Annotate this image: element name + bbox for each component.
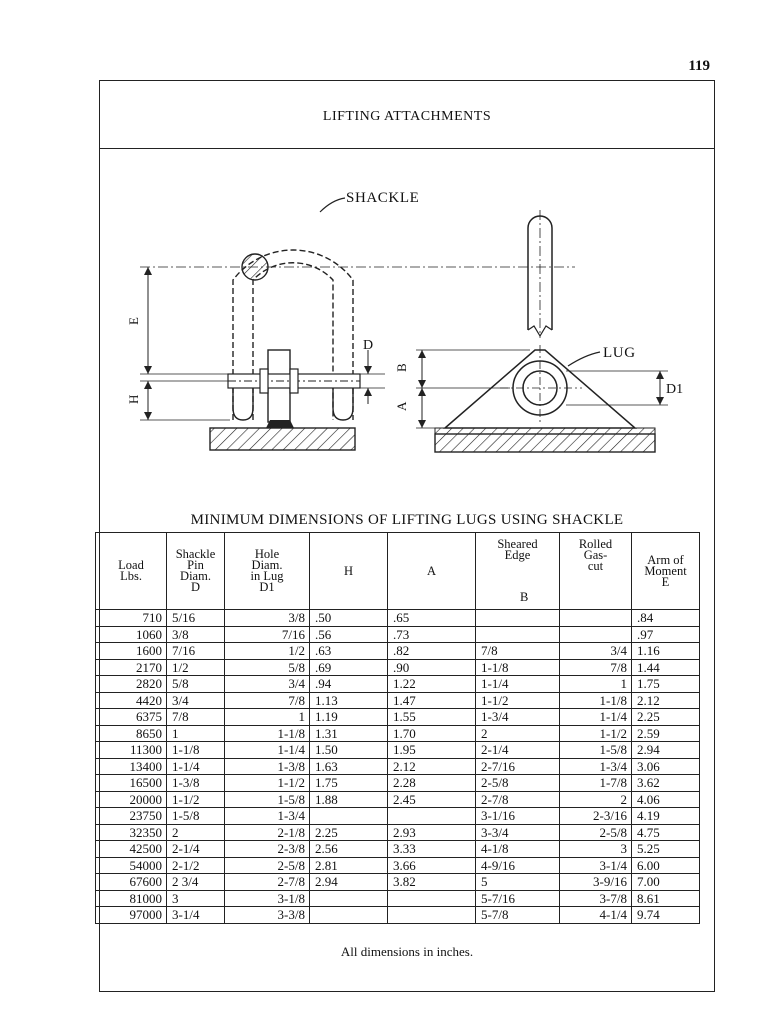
- cell-a: 3.82: [388, 874, 476, 891]
- cell-a: 2.93: [388, 824, 476, 841]
- cell-load: 97000: [96, 907, 167, 924]
- cell-hole-diameter: 2-5/8: [225, 857, 310, 874]
- cell-a: .65: [388, 610, 476, 627]
- cell-pin-diameter: 2: [167, 824, 225, 841]
- cell-rolled-gas-cut: 1-3/4: [560, 758, 632, 775]
- cell-pin-diameter: 5/8: [167, 676, 225, 693]
- cell-h: 2.25: [310, 824, 388, 841]
- dimension-e-label: E: [126, 317, 141, 325]
- table-row: [96, 709, 700, 726]
- cell-hole-diameter: 3-1/8: [225, 890, 310, 907]
- cell-pin-diameter: 1-1/8: [167, 742, 225, 759]
- cell-load: 4420: [96, 692, 167, 709]
- cell-rolled-gas-cut: 7/8: [560, 659, 632, 676]
- dimension-d-label: D: [363, 338, 374, 353]
- dimension-a-label: A: [394, 401, 409, 411]
- table-row: [96, 659, 700, 676]
- cell-sheared-edge: 4-1/8: [476, 841, 560, 858]
- cell-arm-of-moment: 1.75: [632, 676, 700, 693]
- cell-rolled-gas-cut: 1-1/8: [560, 692, 632, 709]
- cell-a: 2.28: [388, 775, 476, 792]
- cell-a: 3.33: [388, 841, 476, 858]
- cell-sheared-edge: [476, 610, 560, 627]
- header-hole-diameter: Hole Diam. in Lug D1: [225, 533, 310, 610]
- cell-load: 20000: [96, 791, 167, 808]
- lug-drawing: [394, 210, 683, 452]
- cell-load: 13400: [96, 758, 167, 775]
- cell-arm-of-moment: 6.00: [632, 857, 700, 874]
- cell-hole-diameter: 3-3/8: [225, 907, 310, 924]
- cell-a: .90: [388, 659, 476, 676]
- cell-hole-diameter: 1-1/4: [225, 742, 310, 759]
- footnote: All dimensions in inches.: [340, 944, 474, 959]
- cell-rolled-gas-cut: 2: [560, 791, 632, 808]
- cell-a: 1.55: [388, 709, 476, 726]
- dimension-b-label: B: [394, 363, 409, 372]
- cell-a: 2.12: [388, 758, 476, 775]
- table-row: [96, 907, 700, 924]
- cell-h: 1.50: [310, 742, 388, 759]
- cell-sheared-edge: 2-7/16: [476, 758, 560, 775]
- cell-load: 42500: [96, 841, 167, 858]
- cell-hole-diameter: 1-1/8: [225, 725, 310, 742]
- cell-sheared-edge: 1-1/8: [476, 659, 560, 676]
- cell-load: 2170: [96, 659, 167, 676]
- cell-h: .56: [310, 626, 388, 643]
- table-row: [96, 791, 700, 808]
- cell-h: 1.13: [310, 692, 388, 709]
- cell-pin-diameter: 1-3/8: [167, 775, 225, 792]
- table-row: [96, 890, 700, 907]
- cell-pin-diameter: 2 3/4: [167, 874, 225, 891]
- table-row: [96, 874, 700, 891]
- cell-hole-diameter: 1-3/4: [225, 808, 310, 825]
- table-row: [96, 857, 700, 874]
- cell-arm-of-moment: 3.62: [632, 775, 700, 792]
- cell-hole-diameter: 1: [225, 709, 310, 726]
- cell-hole-diameter: 2-7/8: [225, 874, 310, 891]
- cell-load: 6375: [96, 709, 167, 726]
- cell-rolled-gas-cut: [560, 610, 632, 627]
- cell-pin-diameter: 3/8: [167, 626, 225, 643]
- cell-sheared-edge: 2-7/8: [476, 791, 560, 808]
- cell-sheared-edge: 2-5/8: [476, 775, 560, 792]
- cell-a: [388, 808, 476, 825]
- page-title: LIFTING ATTACHMENTS: [322, 108, 492, 124]
- cell-a: [388, 907, 476, 924]
- cell-load: 16500: [96, 775, 167, 792]
- cell-pin-diameter: 3-1/4: [167, 907, 225, 924]
- table-row: [96, 742, 700, 759]
- cell-arm-of-moment: 2.94: [632, 742, 700, 759]
- cell-arm-of-moment: 8.61: [632, 890, 700, 907]
- cell-h: [310, 808, 388, 825]
- table-row: [96, 775, 700, 792]
- cell-h: .69: [310, 659, 388, 676]
- cell-hole-diameter: 3/4: [225, 676, 310, 693]
- cell-rolled-gas-cut: 1-7/8: [560, 775, 632, 792]
- cell-load: 8650: [96, 725, 167, 742]
- cell-sheared-edge: 1-3/4: [476, 709, 560, 726]
- cell-h: 1.63: [310, 758, 388, 775]
- header-pin-diameter: Shackle Pin Diam. D: [167, 533, 225, 610]
- cell-h: .50: [310, 610, 388, 627]
- cell-arm-of-moment: .97: [632, 626, 700, 643]
- cell-load: 1600: [96, 643, 167, 660]
- cell-arm-of-moment: 5.25: [632, 841, 700, 858]
- table-row: [96, 626, 700, 643]
- cell-a: 1.70: [388, 725, 476, 742]
- cell-hole-diameter: 1-1/2: [225, 775, 310, 792]
- table-header-row: [96, 533, 700, 610]
- cell-arm-of-moment: 3.06: [632, 758, 700, 775]
- cell-pin-diameter: 2-1/2: [167, 857, 225, 874]
- header-arm-of-moment: Arm of Moment E: [632, 533, 700, 610]
- table-row: [96, 725, 700, 742]
- cell-hole-diameter: 1-5/8: [225, 791, 310, 808]
- cell-h: 2.81: [310, 857, 388, 874]
- cell-a: 3.66: [388, 857, 476, 874]
- cell-h: 1.19: [310, 709, 388, 726]
- cell-hole-diameter: 5/8: [225, 659, 310, 676]
- shackle-label: SHACKLE: [346, 190, 420, 206]
- cell-load: 32350: [96, 824, 167, 841]
- cell-h: .94: [310, 676, 388, 693]
- cell-a: .73: [388, 626, 476, 643]
- cell-arm-of-moment: .84: [632, 610, 700, 627]
- cell-sheared-edge: 3-3/4: [476, 824, 560, 841]
- cell-a: .82: [388, 643, 476, 660]
- cell-rolled-gas-cut: 2-3/16: [560, 808, 632, 825]
- cell-pin-diameter: 7/8: [167, 709, 225, 726]
- cell-sheared-edge: 2: [476, 725, 560, 742]
- table-row: [96, 808, 700, 825]
- cell-rolled-gas-cut: 1-5/8: [560, 742, 632, 759]
- cell-sheared-edge: 4-9/16: [476, 857, 560, 874]
- cell-rolled-gas-cut: 3-9/16: [560, 874, 632, 891]
- table-row: [96, 610, 700, 627]
- cell-a: 1.95: [388, 742, 476, 759]
- table-row: [96, 692, 700, 709]
- cell-load: 23750: [96, 808, 167, 825]
- cell-rolled-gas-cut: 4-1/4: [560, 907, 632, 924]
- cell-a: [388, 890, 476, 907]
- cell-sheared-edge: 5: [476, 874, 560, 891]
- dimension-d1-label: D1: [666, 382, 684, 397]
- table-row: [96, 841, 700, 858]
- cell-pin-diameter: 1-1/4: [167, 758, 225, 775]
- cell-hole-diameter: 1-3/8: [225, 758, 310, 775]
- cell-sheared-edge: 1-1/4: [476, 676, 560, 693]
- cell-rolled-gas-cut: 1-1/4: [560, 709, 632, 726]
- header-h: H: [310, 533, 388, 610]
- cell-pin-diameter: 3/4: [167, 692, 225, 709]
- cell-load: 710: [96, 610, 167, 627]
- cell-a: 1.22: [388, 676, 476, 693]
- cell-arm-of-moment: 4.75: [632, 824, 700, 841]
- cell-sheared-edge: 5-7/16: [476, 890, 560, 907]
- cell-arm-of-moment: 1.44: [632, 659, 700, 676]
- cell-h: 1.88: [310, 791, 388, 808]
- cell-pin-diameter: 1-1/2: [167, 791, 225, 808]
- cell-sheared-edge: 5-7/8: [476, 907, 560, 924]
- cell-h: 2.94: [310, 874, 388, 891]
- cell-h: 1.31: [310, 725, 388, 742]
- cell-hole-diameter: 7/16: [225, 626, 310, 643]
- table-row: [96, 824, 700, 841]
- cell-a: 1.47: [388, 692, 476, 709]
- page-number: 119: [688, 58, 710, 74]
- cell-hole-diameter: 3/8: [225, 610, 310, 627]
- cell-h: [310, 907, 388, 924]
- cell-sheared-edge: [476, 626, 560, 643]
- cell-hole-diameter: 2-3/8: [225, 841, 310, 858]
- cell-arm-of-moment: 7.00: [632, 874, 700, 891]
- cell-arm-of-moment: 4.19: [632, 808, 700, 825]
- header-sheared-edge: Sheared Edge: [476, 533, 560, 610]
- header-b: B: [520, 590, 529, 604]
- cell-rolled-gas-cut: 3-7/8: [560, 890, 632, 907]
- cell-arm-of-moment: 9.74: [632, 907, 700, 924]
- table-row: [96, 676, 700, 693]
- cell-rolled-gas-cut: 2-5/8: [560, 824, 632, 841]
- cell-load: 67600: [96, 874, 167, 891]
- cell-load: 81000: [96, 890, 167, 907]
- cell-rolled-gas-cut: 3: [560, 841, 632, 858]
- cell-h: 2.56: [310, 841, 388, 858]
- header-band: [100, 81, 714, 149]
- dimension-h-label: H: [126, 394, 141, 404]
- cell-load: 11300: [96, 742, 167, 759]
- cell-rolled-gas-cut: 1: [560, 676, 632, 693]
- cell-sheared-edge: 7/8: [476, 643, 560, 660]
- table-row: [96, 758, 700, 775]
- lug-dimensions-table: [95, 532, 700, 924]
- cell-h: 1.75: [310, 775, 388, 792]
- cell-pin-diameter: 1: [167, 725, 225, 742]
- cell-sheared-edge: 1-1/2: [476, 692, 560, 709]
- cell-load: 54000: [96, 857, 167, 874]
- cell-sheared-edge: 2-1/4: [476, 742, 560, 759]
- cell-load: 2820: [96, 676, 167, 693]
- cell-hole-diameter: 2-1/8: [225, 824, 310, 841]
- cell-rolled-gas-cut: 1-1/2: [560, 725, 632, 742]
- cell-arm-of-moment: 2.59: [632, 725, 700, 742]
- cell-arm-of-moment: 1.16: [632, 643, 700, 660]
- lug-label: LUG: [603, 345, 636, 361]
- cell-a: 2.45: [388, 791, 476, 808]
- cell-pin-diameter: 7/16: [167, 643, 225, 660]
- cell-pin-diameter: 2-1/4: [167, 841, 225, 858]
- cell-hole-diameter: 1/2: [225, 643, 310, 660]
- cell-h: [310, 890, 388, 907]
- lifting-lug-figure: [100, 180, 684, 480]
- cell-pin-diameter: 3: [167, 890, 225, 907]
- cell-pin-diameter: 1/2: [167, 659, 225, 676]
- cell-hole-diameter: 7/8: [225, 692, 310, 709]
- header-a: A: [388, 533, 476, 610]
- cell-rolled-gas-cut: 3-1/4: [560, 857, 632, 874]
- cell-load: 1060: [96, 626, 167, 643]
- cell-sheared-edge: 3-1/16: [476, 808, 560, 825]
- table-body: [96, 610, 700, 924]
- header-rolled-gas-cut: Rolled Gas- cut B: [560, 533, 632, 610]
- header-load: Load Lbs.: [96, 533, 167, 610]
- table-title: MINIMUM DIMENSIONS OF LIFTING LUGS USING SHACKLE: [190, 512, 624, 528]
- cell-h: .63: [310, 643, 388, 660]
- cell-arm-of-moment: 2.12: [632, 692, 700, 709]
- cell-pin-diameter: 1-5/8: [167, 808, 225, 825]
- cell-arm-of-moment: 2.25: [632, 709, 700, 726]
- cell-pin-diameter: 5/16: [167, 610, 225, 627]
- cell-rolled-gas-cut: [560, 626, 632, 643]
- cell-rolled-gas-cut: 3/4: [560, 643, 632, 660]
- cell-arm-of-moment: 4.06: [632, 791, 700, 808]
- table-row: [96, 643, 700, 660]
